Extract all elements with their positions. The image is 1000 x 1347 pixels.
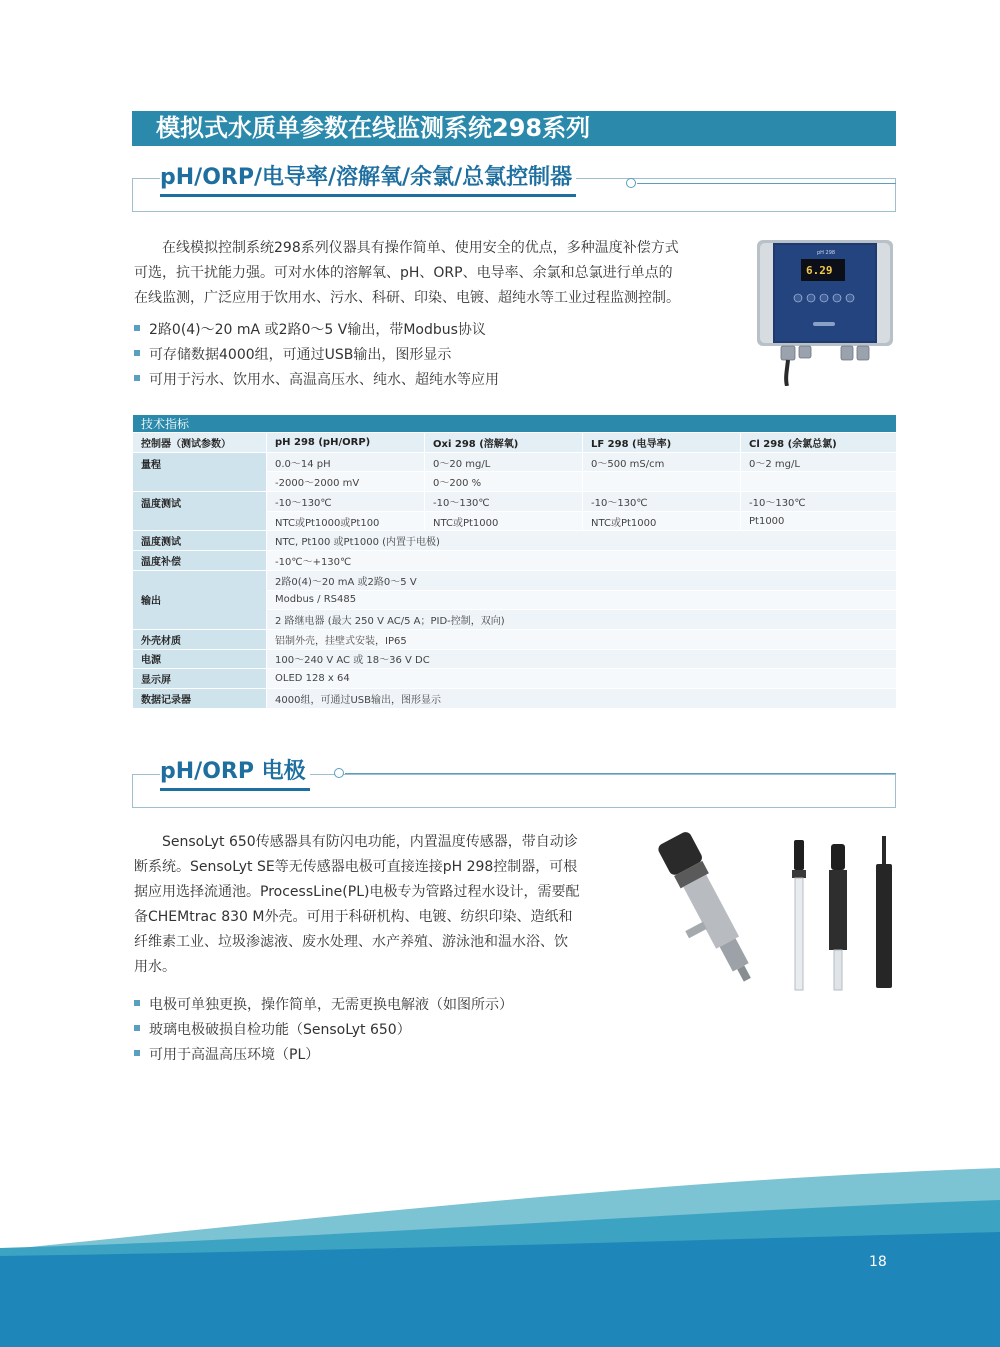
- list-item-text: 电极可单独更换，操作简单，无需更换电解液（如图所示）: [149, 997, 513, 1013]
- paragraph-line: SensoLyt 650传感器具有防闪电功能，内置温度传感器，带自动诊: [162, 834, 578, 850]
- table-row: [133, 688, 897, 708]
- column-header: 控制器（测试参数）: [133, 433, 267, 453]
- row-label: 量程: [133, 452, 267, 491]
- table-cell: NTC或Pt1000: [425, 511, 583, 531]
- row-label: 显示屏: [133, 669, 267, 689]
- spec-table: [132, 414, 897, 709]
- footer-wave-decoration: [0, 1160, 1000, 1347]
- paragraph-line: 纤维素工业、垃圾渗滤液、废水处理、水产养殖、游泳池和温水浴、饮: [134, 934, 568, 950]
- row-label: 数据记录器: [133, 688, 267, 708]
- paragraph-line: 在线模拟控制系统298系列仪器具有操作简单、使用安全的优点，多种温度补偿方式: [162, 240, 679, 256]
- section-1-feature-list: [134, 318, 499, 393]
- table-row: [133, 531, 897, 551]
- paragraph-line: 备CHEMtrac 830 M外壳。可用于科研机构、电镀、纺织印染、造纸和: [134, 909, 573, 925]
- table-row: [133, 629, 897, 649]
- controller-device-image: [757, 238, 893, 386]
- list-item: [134, 368, 499, 393]
- section-1-description: [134, 236, 746, 311]
- heading-rule: [637, 183, 896, 184]
- column-header: Cl 298 (余氯总氯): [741, 433, 897, 453]
- list-item-text: 可用于污水、饮用水、高温高压水、纯水、超纯水等应用: [149, 372, 499, 388]
- table-cell: -10℃～+130℃: [267, 551, 897, 571]
- bullet-square-icon: [134, 1025, 140, 1031]
- heading-ring-icon: [626, 178, 636, 188]
- table-cell: 4000组，可通过USB输出，图形显示: [267, 688, 897, 708]
- device-display-value: 6.29: [806, 264, 833, 277]
- bullet-square-icon: [134, 325, 140, 331]
- column-header: pH 298 (pH/ORP): [267, 433, 425, 453]
- table-row: [133, 570, 897, 590]
- list-item-text: 2路0(4)～20 mA 或2路0～5 V输出，带Modbus协议: [149, 322, 486, 338]
- bullet-square-icon: [134, 1000, 140, 1006]
- bullet-square-icon: [134, 375, 140, 381]
- bullet-square-icon: [134, 1050, 140, 1056]
- column-header: Oxi 298 (溶解氧): [425, 433, 583, 453]
- table-cell: 100～240 V AC 或 18～36 V DC: [267, 649, 897, 669]
- table-cell: -10～130℃: [583, 492, 741, 512]
- table-cell: -10～130℃: [741, 492, 897, 512]
- table-cell: Pt1000: [741, 511, 897, 531]
- table-cell: [741, 472, 897, 492]
- paragraph-line: 在线监测，广泛应用于饮用水、污水、科研、印染、电镀、超纯水等工业过程监测控制。: [134, 290, 680, 306]
- table-cell: 2路0(4)～20 mA 或2路0～5 V: [267, 570, 897, 590]
- heading-rule: [345, 773, 896, 774]
- table-caption: 技术指标: [133, 415, 897, 433]
- list-item-text: 可用于高温高压环境（PL）: [149, 1047, 320, 1063]
- table-cell: -10～130℃: [267, 492, 425, 512]
- list-item: [134, 1043, 513, 1068]
- table-row: [133, 492, 897, 512]
- row-label: 温度补偿: [133, 551, 267, 571]
- table-header-row: [133, 433, 897, 453]
- heading-ring-icon: [334, 768, 344, 778]
- section-1-heading: pH/ORP/电导率/溶解氧/余氯/总氯控制器: [160, 164, 576, 197]
- table-cell: 铝制外壳，挂壁式安装，IP65: [267, 629, 897, 649]
- paragraph-line: 可选，抗干扰能力强。可对水体的溶解氧、pH、ORP、电导率、余氯和总氯进行单点的: [134, 265, 673, 281]
- row-label: 电源: [133, 649, 267, 669]
- table-row: [133, 669, 897, 689]
- table-cell: -2000～2000 mV: [267, 472, 425, 492]
- table-cell: NTC或Pt1000或Pt100: [267, 511, 425, 531]
- table-cell: 0～200 %: [425, 472, 583, 492]
- table-row: [133, 551, 897, 571]
- row-label: 输出: [133, 570, 267, 629]
- paragraph-line: 用水。: [134, 959, 176, 975]
- row-label: 温度测试: [133, 531, 267, 551]
- list-item-text: 可存储数据4000组，可通过USB输出，图形显示: [149, 347, 452, 363]
- table-row: [133, 649, 897, 669]
- bullet-square-icon: [134, 350, 140, 356]
- page-number: 18: [869, 1254, 887, 1270]
- section-2-heading: pH/ORP 电极: [160, 758, 310, 791]
- list-item: [134, 343, 499, 368]
- page-title: 模拟式水质单参数在线监测系统298系列: [132, 111, 896, 146]
- section-2-description: [134, 830, 624, 980]
- table-cell: 0～500 mS/cm: [583, 452, 741, 472]
- table-row: [133, 452, 897, 472]
- table-cell: 0～2 mg/L: [741, 452, 897, 472]
- electrodes-image: [648, 830, 912, 1000]
- table-cell: OLED 128 x 64: [267, 669, 897, 689]
- table-cell: NTC或Pt1000: [583, 511, 741, 531]
- list-item-text: 玻璃电极破损自检功能（SensoLyt 650）: [149, 1022, 411, 1038]
- device-model-label: pH 298: [817, 250, 836, 256]
- column-header: LF 298 (电导率): [583, 433, 741, 453]
- table-cell: -10～130℃: [425, 492, 583, 512]
- paragraph-line: 据应用选择流通池。ProcessLine(PL)电极专为管路过程水设计，需要配: [134, 884, 580, 900]
- table-cell: NTC, Pt100 或Pt1000 (内置于电极): [267, 531, 897, 551]
- row-label: 温度测试: [133, 492, 267, 531]
- table-cell: [583, 472, 741, 492]
- list-item: [134, 1018, 513, 1043]
- section-2-feature-list: [134, 993, 513, 1068]
- paragraph-line: 断系统。SensoLyt SE等无传感器电极可直接连接pH 298控制器，可根: [134, 859, 578, 875]
- table-cell: 2 路继电器 (最大 250 V AC/5 A；PID-控制，双向): [267, 610, 897, 630]
- list-item: [134, 993, 513, 1018]
- table-cell: Modbus / RS485: [267, 590, 897, 610]
- table-cell: 0.0～14 pH: [267, 452, 425, 472]
- table-cell: 0～20 mg/L: [425, 452, 583, 472]
- list-item: [134, 318, 499, 343]
- row-label: 外壳材质: [133, 629, 267, 649]
